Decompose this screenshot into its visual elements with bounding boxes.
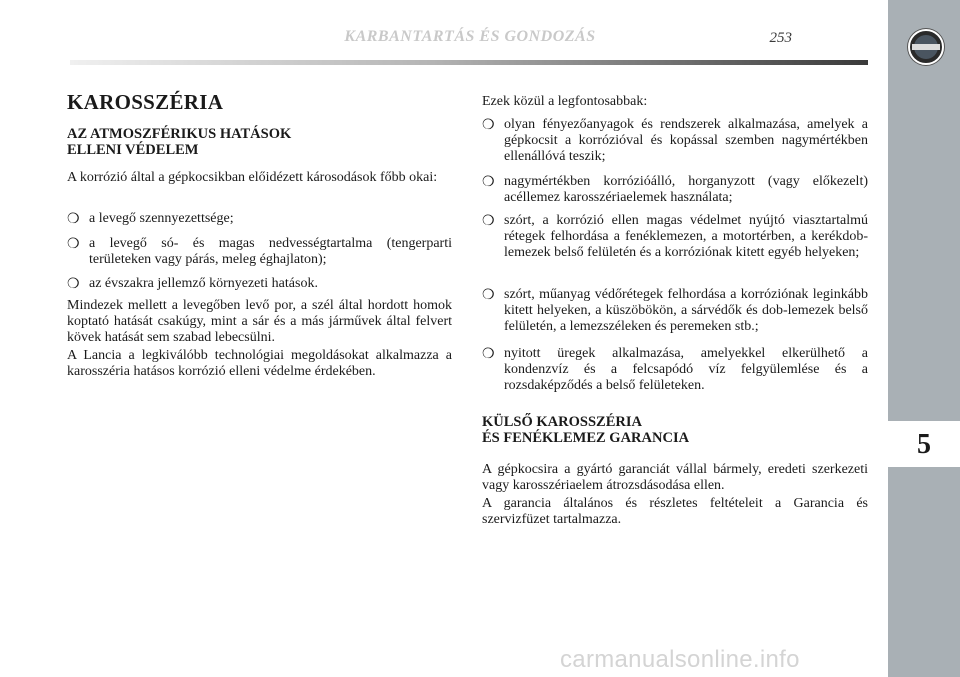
list-item-text: nyitott üregek alkalmazása, amelyekkel elkerülhető a kondenzvíz és a felcsapódó víz felgyülemlése és a rozsdaképződés a belső felületeken. — [504, 346, 868, 393]
list-item — [67, 276, 452, 292]
list-item-text: olyan fényezőanyagok és rendszerek alkalmazása, amelyek a gépkocsit a korrózióval és kopással szemben nagymértékben ellenállóvá teszik; — [504, 117, 868, 164]
subheading — [67, 126, 452, 158]
circle-bullet-icon: ❍ — [482, 118, 495, 133]
subheading-line-1: KÜLSŐ KAROSSZÉRIA — [482, 414, 642, 430]
list-item — [67, 211, 452, 227]
page-number: 253 — [769, 30, 792, 46]
body-paragraph: A garancia általános és részletes feltételeit a Garancia és szervizfüzet tartalmazza. — [482, 496, 868, 527]
circle-bullet-icon: ❍ — [67, 277, 80, 292]
list-item — [482, 174, 868, 206]
body-paragraph: A gépkocsira a gyártó garanciát vállal bármely, eredeti szerkezeti vagy karosszériaelem átrozsdásodása ellen. — [482, 462, 868, 493]
running-header: KARBANTARTÁS ÉS GONDOZÁS — [344, 28, 596, 45]
subheading-line-2: ELLENI VÉDELEM — [67, 142, 199, 158]
intro-paragraph: A korrózió által a gépkocsikban előidézett károsodások főbb okai: — [67, 170, 438, 185]
circle-bullet-icon: ❍ — [482, 347, 495, 362]
header-rule — [70, 60, 868, 65]
list-item — [482, 346, 868, 394]
circle-bullet-icon: ❍ — [482, 288, 495, 303]
chapter-number: 5 — [917, 429, 931, 460]
body-paragraph: A Lancia a legkiválóbb technológiai megoldásokat alkalmazza a karosszéria hatásos korrózió elleni védelme érdekében. — [67, 348, 452, 379]
chapter-tab[interactable] — [888, 421, 960, 467]
list-item-text: a levegő só- és magas nedvességtartalma (tengerparti területeken vagy párás, meleg éghajlaton); — [89, 236, 452, 267]
list-item — [482, 117, 868, 165]
list-item-text: nagymértékben korrózióálló, horganyzott (vagy előkezelt) acéllemez karosszériaelemek használata; — [504, 174, 868, 205]
list-item-text: szórt, a korrózió ellen magas védelmet nyújtó viasztartalmú rétegek felhordása a fenéklemezen, a motortérben, a kerékdob-lemezek belső felületén és a korróziónak kitett egyéb helyeken; — [504, 213, 868, 260]
subheading — [482, 414, 868, 446]
logo-banner — [912, 44, 940, 50]
list-item-text: a levegő szennyezettsége; — [89, 211, 234, 226]
circle-bullet-icon: ❍ — [67, 212, 80, 227]
list-item — [67, 236, 452, 268]
list-item — [482, 287, 868, 335]
list-item-text: szórt, műanyag védőrétegek felhordása a korróziónak leginkább kitett helyeken, a küszöbökön, a sárvédők és dob-lemezek belső felületén, a lemezszéleken és peremeken stb.; — [504, 287, 868, 334]
lancia-logo-icon — [908, 29, 944, 65]
circle-bullet-icon: ❍ — [67, 237, 80, 252]
chapter-sidebar — [888, 0, 960, 677]
list-item-text: az évszakra jellemző környezeti hatások. — [89, 276, 318, 291]
watermark: carmanualsonline.info — [560, 646, 800, 673]
subheading-line-1: AZ ATMOSZFÉRIKUS HATÁSOK — [67, 126, 292, 142]
intro-paragraph: Ezek közül a legfontosabbak: — [482, 94, 648, 109]
subheading-line-2: ÉS FENÉKLEMEZ GARANCIA — [482, 430, 690, 446]
circle-bullet-icon: ❍ — [482, 175, 495, 190]
circle-bullet-icon: ❍ — [482, 214, 495, 229]
list-item — [482, 213, 868, 261]
section-heading: KAROSSZÉRIA — [67, 90, 224, 114]
body-paragraph: Mindezek mellett a levegőben levő por, a szél által hordott homok koptató hatását csakúgy, mint a sár és a más járművek által felvert kövek hatását sem szabad lebecsülni. — [67, 298, 452, 345]
